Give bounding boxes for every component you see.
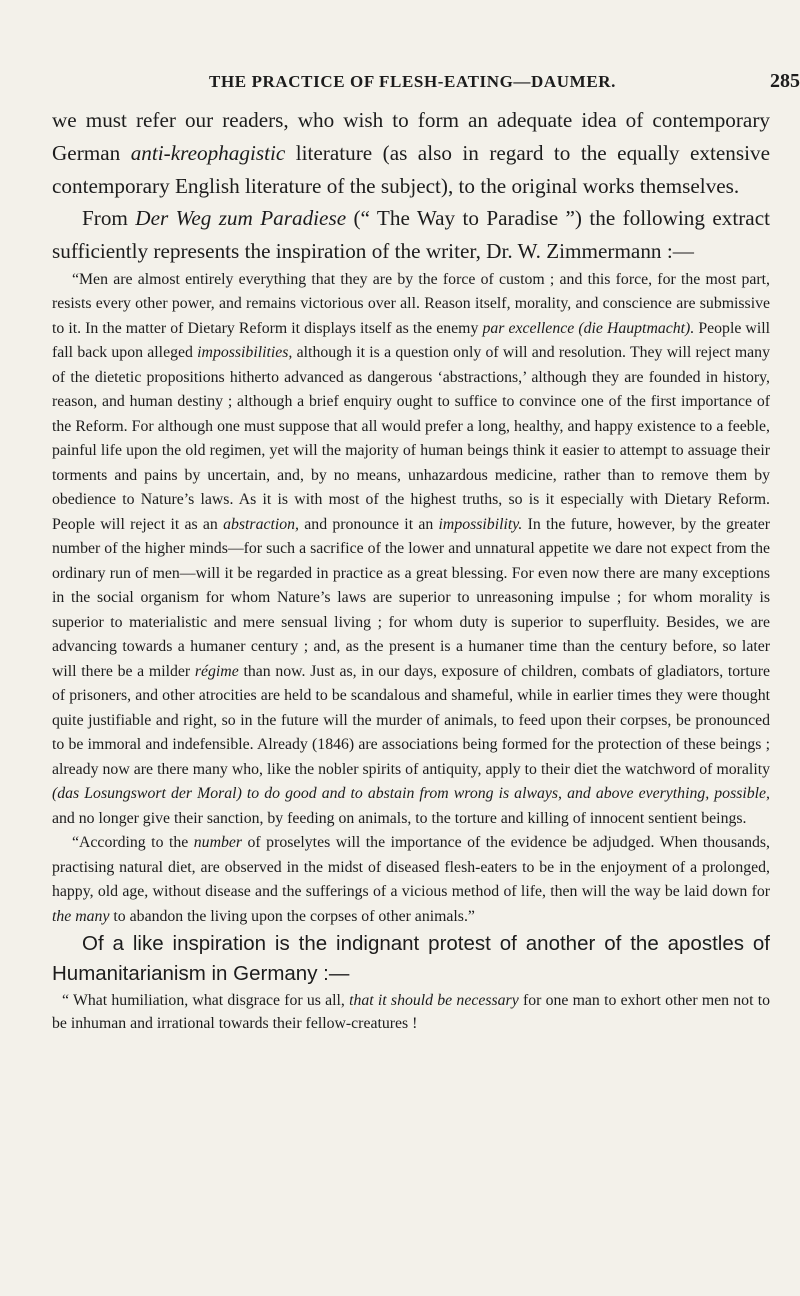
intro-paragraph-1: we must refer our readers, who wish to form an adequate idea of contemporary German anti-kreophagistic literature (as also in regard to the equally extensive contemporary English literature of the subject), to the original works themselves. <box>52 108 770 198</box>
running-header: THE PRACTICE OF FLESH-EATING—DAUMER. <box>209 72 616 91</box>
humanitarian-quote: “ What humiliation, what disgrace for us all, that it should be necessary for one man to exhort other men not to be inhuman and irrational towards their fellow-creatures ! <box>52 992 770 1033</box>
intro-paragraph-2: From Der Weg zum Paradiese (“ The Way to Paradise ”) the following extract sufficiently represents the inspiration of the writer, Dr. W. Zimmermann :— <box>52 206 770 264</box>
zimmermann-quote: “Men are almost entirely everything that they are by the force of custom ; and this force, for the most part, resists every other power, and remains victorious over all. Reason itself, morality, and conscience are submissive to it. In the matter of Dietary Reform it displays itself as the enemy par excellence (die Hauptmacht). People will fall back upon alleged impossibilities, although it is a question only of will and resolution. They will reject many of the dietetic propositions hitherto advanced as dangerous ‘abstractions,’ although they are founded in history, reason, and human destiny ; although a brief enquiry ought to suffice to convince one of the first importance of the Reform. For although one must suppose that all would prefer a long, healthy, and happy existence to a feeble, painful life upon the old regimen, yet will the majority of human beings think it easier to attempt to assuage their torments and pains by uncertain, and, by no means, unhazardous medicine, rather than to remove them by obedience to Nature’s laws. As it is with most of the highest truths, so is it especially with Dietary Reform. People will reject it as an abstraction, and pronounce it an impossibility. In the future, however, by the greater number of the higher minds—for such a sacrifice of the lower and unnatural appetite we dare not expect from the ordinary run of men—will it be regarded in practice as a great blessing. For even now there are many exceptions in the social organism for whom Nature’s laws are superior to unreasoning impulse ; for whom morality is superior to materialistic and mere sensual living ; for whom duty is superior to superfluity. Besides, we are advancing towards a humaner century ; and, as the present is a humaner time than the century before, so later will there be a milder régime than now. Just as, in our days, exposure of children, combats of gladiators, torture of prisoners, and other atrocities are held to be scandalous and shameful, while in earlier times they were thought quite justifiable and right, so in the future will the murder of animals, to feed upon their corpses, be pronounced to be immoral and indefensible. Already (1846) are associations being formed for the protection of these beings ; already now are there many who, like the nobler spirits of antiquity, apply to their diet the watchword of morality (das Losungswort der Moral) to do good and to abstain from wrong is always, and above everything, possible, and no longer give their sanction, by feeding on animals, to the torture and killing of innocent sentient beings. <box>52 270 770 827</box>
page-number: 285 <box>770 70 800 92</box>
page-body <box>52 104 770 1035</box>
zimmermann-quote-continued: “According to the number of proselytes will the importance of the evidence be adjudged. When thousands, practising natural diet, are observed in the midst of diseased flesh-eaters to be in the enjoyment of a prolonged, happy, old age, without disease and the sufferings of a vicious method of life, then will the way be laid down for the many to abandon the living upon the corpses of other animals.” <box>52 834 771 925</box>
transition-paragraph: Of a like inspiration is the indignant protest of another of the apostles of Humanitarianism in Germany :— <box>52 932 770 986</box>
